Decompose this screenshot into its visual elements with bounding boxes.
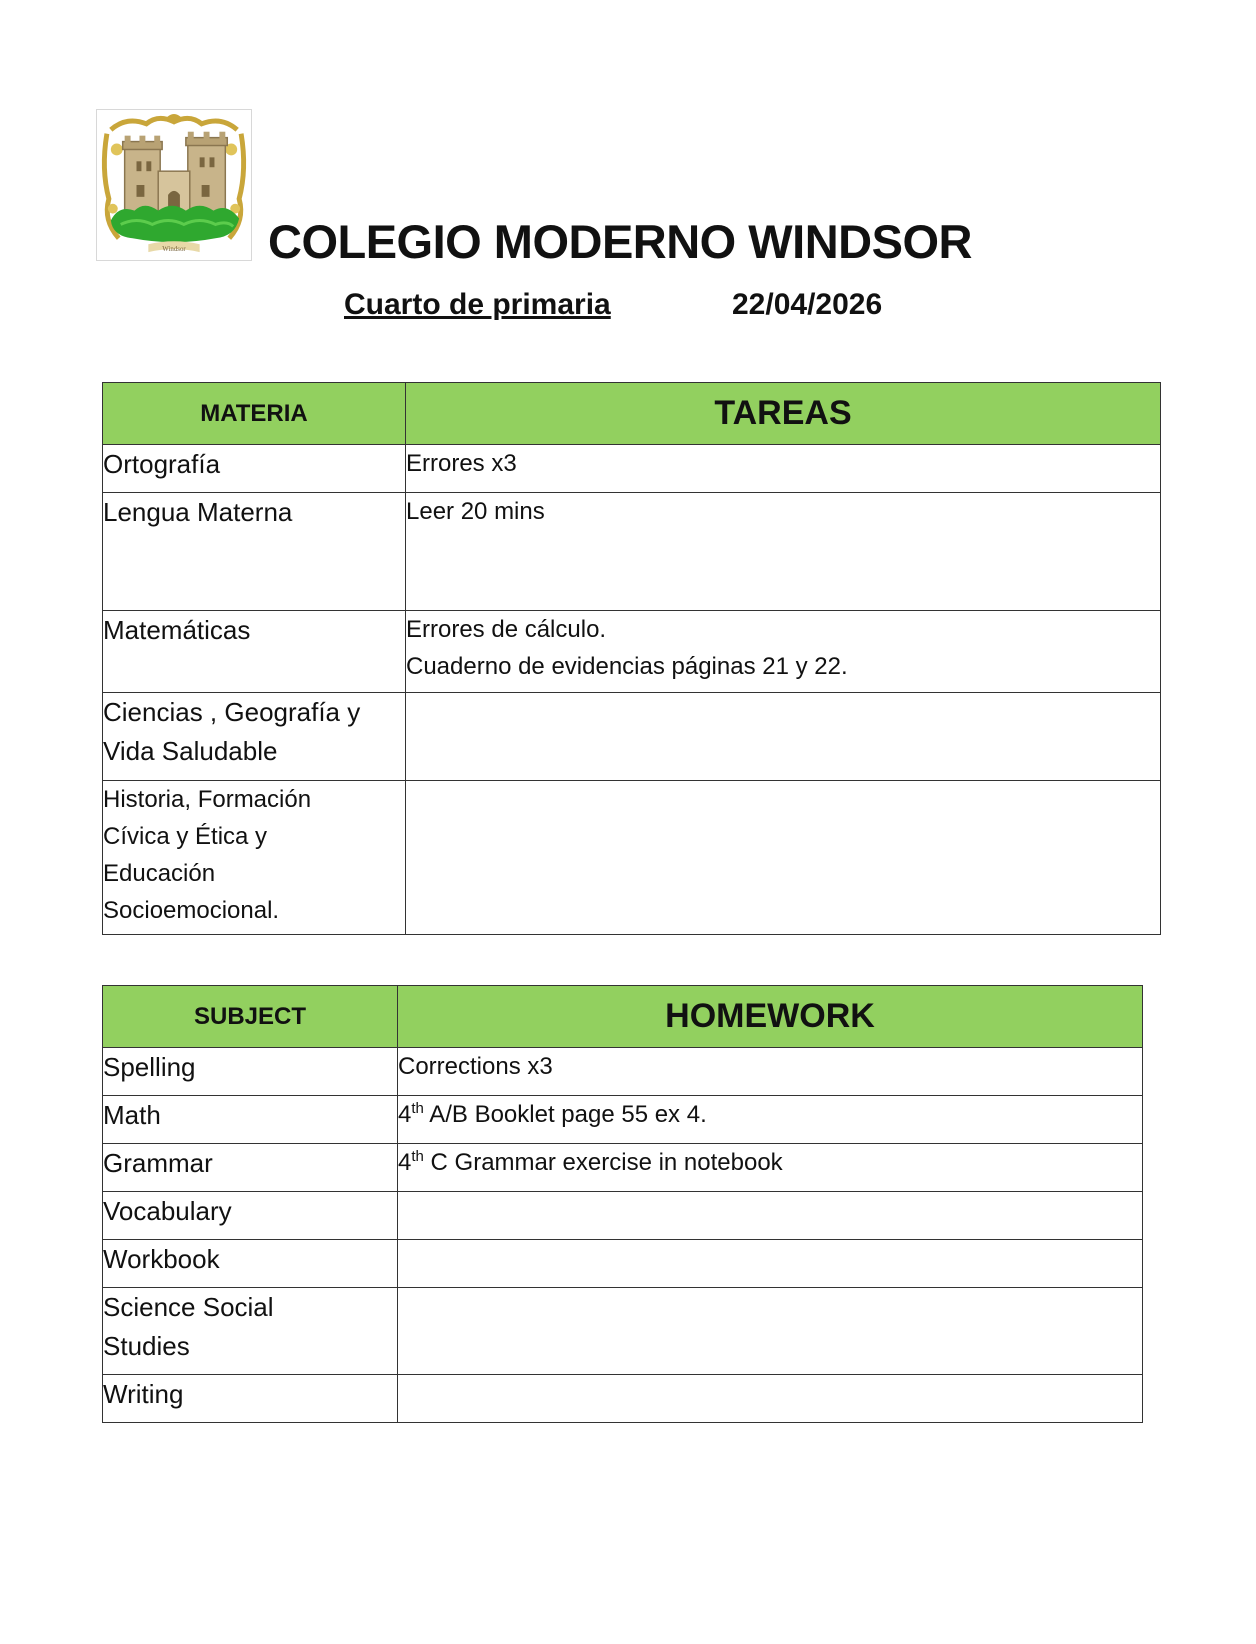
task-cell — [406, 493, 1161, 611]
table-row — [103, 1144, 1143, 1192]
table-row — [103, 1288, 1143, 1375]
task-cell — [406, 611, 1161, 693]
subject-cell — [103, 493, 406, 611]
homework-text: A/B Booklet page 55 ex 4. — [423, 1101, 707, 1128]
subject-cell — [103, 781, 406, 935]
homework-header: HOMEWORK — [398, 986, 1143, 1048]
subject-name: Matemáticas — [103, 615, 251, 645]
ordinal-suffix: th — [411, 1148, 424, 1165]
table-header-row — [103, 383, 1161, 445]
subject-name: Spelling — [103, 1052, 196, 1082]
tareas-header: TAREAS — [406, 383, 1161, 445]
table-row — [103, 1096, 1143, 1144]
table-row — [103, 611, 1161, 693]
table-row — [103, 781, 1161, 935]
subject-name: Ortografía — [103, 449, 221, 479]
grade-label: Cuarto de primaria — [344, 288, 611, 321]
logo-caption: Windsor — [162, 246, 186, 254]
english-homework-table — [102, 985, 1143, 1423]
subject-cell — [103, 1192, 398, 1240]
homework-cell — [398, 1048, 1143, 1096]
grade-number: 4 — [398, 1101, 412, 1128]
subject-name: Lengua Materna — [103, 497, 293, 527]
task-text: Errores x3 — [406, 450, 517, 477]
subject-name: Writing — [103, 1379, 184, 1409]
subject-name: Socioemocional. — [103, 897, 280, 924]
task-cell — [406, 781, 1161, 935]
subject-name: Ciencias , Geografía y — [103, 697, 361, 727]
homework-cell — [398, 1375, 1143, 1423]
castle-crest-icon — [97, 110, 251, 260]
materia-header: MATERIA — [103, 383, 406, 445]
task-cell — [406, 445, 1161, 493]
table-row — [103, 1240, 1143, 1288]
subject-name: Math — [103, 1100, 161, 1130]
subject-name: Grammar — [103, 1148, 213, 1178]
task-text: Errores de cálculo. — [406, 616, 607, 643]
subject-cell — [103, 1048, 398, 1096]
subject-name: Historia, Formación — [103, 786, 312, 813]
table-row — [103, 445, 1161, 493]
subject-cell — [103, 1096, 398, 1144]
table-row — [103, 1048, 1143, 1096]
subject-name: Studies — [103, 1331, 190, 1361]
subject-header: SUBJECT — [103, 986, 398, 1048]
spanish-homework-table — [102, 382, 1161, 935]
subject-name: Science Social — [103, 1292, 274, 1322]
subject-cell — [103, 1375, 398, 1423]
table-header-row — [103, 986, 1143, 1048]
subject-name: Vida Saludable — [103, 736, 278, 766]
subject-name: Vocabulary — [103, 1196, 232, 1226]
table-row — [103, 493, 1161, 611]
homework-text: Corrections x3 — [398, 1053, 553, 1080]
school-logo — [96, 109, 252, 261]
subject-cell — [103, 445, 406, 493]
subject-cell — [103, 1144, 398, 1192]
homework-cell — [398, 1240, 1143, 1288]
subject-cell — [103, 1240, 398, 1288]
task-text: Leer 20 mins — [406, 498, 545, 525]
grade-number: 4 — [398, 1149, 412, 1176]
task-text: Cuaderno de evidencias páginas 21 y 22. — [406, 653, 848, 680]
subject-name: Educación — [103, 860, 216, 887]
ordinal-suffix: th — [411, 1100, 424, 1117]
homework-cell — [398, 1288, 1143, 1375]
homework-cell — [398, 1192, 1143, 1240]
subject-cell — [103, 1288, 398, 1375]
task-cell — [406, 693, 1161, 781]
subject-cell — [103, 693, 406, 781]
table-row — [103, 1375, 1143, 1423]
subject-name: Cívica y Ética y — [103, 823, 268, 850]
table-row — [103, 693, 1161, 781]
homework-cell — [398, 1096, 1143, 1144]
date-label: 22/04/2026 — [732, 288, 883, 321]
subject-cell — [103, 611, 406, 693]
subject-name: Workbook — [103, 1244, 220, 1274]
homework-cell — [398, 1144, 1143, 1192]
school-title: COLEGIO MODERNO WINDSOR — [268, 215, 972, 268]
homework-text: C Grammar exercise in notebook — [423, 1149, 783, 1176]
table-row — [103, 1192, 1143, 1240]
